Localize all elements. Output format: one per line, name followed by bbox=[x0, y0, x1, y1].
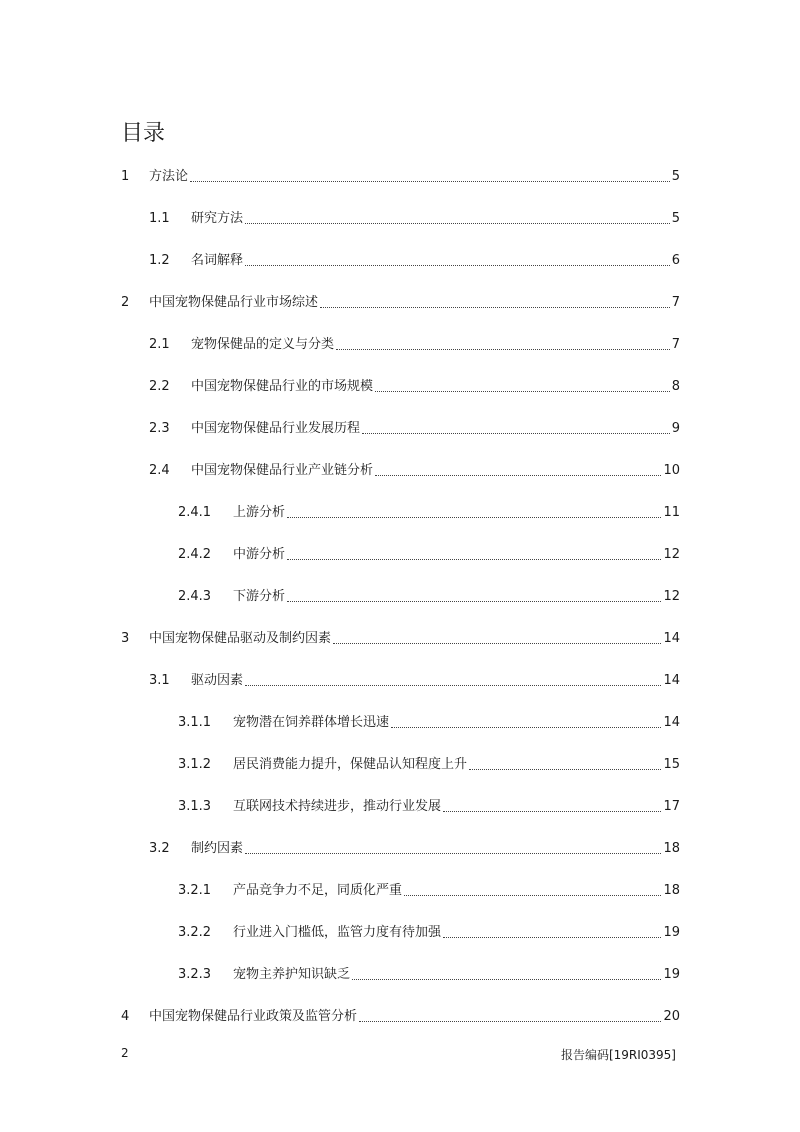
toc-entry-title: 方法论 bbox=[149, 169, 189, 184]
toc-entry-title: 名词解释 bbox=[191, 253, 244, 268]
toc-entry-title: 中国宠物保健品行业市场综述 bbox=[149, 295, 319, 310]
toc-entry[interactable] bbox=[149, 377, 680, 397]
toc-entry-title: 居民消费能力提升，保健品认知程度上升 bbox=[233, 757, 468, 772]
toc-entry-title: 下游分析 bbox=[233, 589, 286, 604]
toc-entry-number: 3.1.2 bbox=[178, 757, 212, 772]
toc-dot-leader bbox=[245, 853, 661, 854]
toc-dot-leader bbox=[443, 811, 661, 812]
toc-entry[interactable] bbox=[149, 419, 680, 439]
toc-dot-leader bbox=[245, 265, 670, 266]
toc-entry[interactable] bbox=[178, 923, 680, 943]
toc-entry-number: 1.2 bbox=[149, 253, 170, 268]
toc-dot-leader bbox=[359, 1021, 661, 1022]
toc-entry-title: 宠物主养护知识缺乏 bbox=[233, 967, 351, 982]
toc-entry-page: 12 bbox=[663, 589, 680, 604]
toc-entry[interactable] bbox=[178, 713, 680, 733]
toc-entry-title: 驱动因素 bbox=[191, 673, 244, 688]
toc-dot-leader bbox=[352, 979, 661, 980]
toc-entry[interactable] bbox=[149, 335, 680, 355]
toc-entry-page: 14 bbox=[663, 673, 680, 688]
toc-entry-number: 2.4.3 bbox=[178, 589, 212, 604]
toc-dot-leader bbox=[190, 181, 670, 182]
toc-entry-number: 3.2.1 bbox=[178, 883, 212, 898]
toc-dot-leader bbox=[245, 685, 661, 686]
toc-entry-title: 互联网技术持续进步，推动行业发展 bbox=[233, 799, 442, 814]
toc-entry-number: 2 bbox=[121, 295, 130, 310]
toc-entry-page: 19 bbox=[663, 967, 680, 982]
toc-dot-leader bbox=[391, 727, 661, 728]
toc-entry-number: 3.1.3 bbox=[178, 799, 212, 814]
toc-entry-number: 2.3 bbox=[149, 421, 170, 436]
toc-entry-page: 14 bbox=[663, 631, 680, 646]
toc-dot-leader bbox=[333, 643, 661, 644]
toc-entry[interactable] bbox=[149, 839, 680, 859]
toc-entry-title: 行业进入门槛低，监管力度有待加强 bbox=[233, 925, 442, 940]
toc-entry-number: 3.2 bbox=[149, 841, 170, 856]
toc-entry[interactable] bbox=[178, 755, 680, 775]
toc-entry[interactable] bbox=[121, 293, 680, 313]
toc-entry-title: 产品竞争力不足，同质化严重 bbox=[233, 883, 403, 898]
toc-entry-number: 2.4.1 bbox=[178, 505, 212, 520]
toc-entry-title: 宠物保健品的定义与分类 bbox=[191, 337, 335, 352]
toc-entry-number: 4 bbox=[121, 1009, 130, 1024]
toc-entry[interactable] bbox=[178, 965, 680, 985]
toc-entry-page: 10 bbox=[663, 463, 680, 478]
footer-report-code: 报告编码[19RI0395] bbox=[560, 1048, 676, 1062]
toc-entry-title: 中国宠物保健品行业的市场规模 bbox=[191, 379, 374, 394]
toc-entry-page: 5 bbox=[671, 169, 680, 184]
toc-entry[interactable] bbox=[178, 503, 680, 523]
toc-entry-title: 宠物潜在饲养群体增长迅速 bbox=[233, 715, 390, 730]
toc-entry-number: 1.1 bbox=[149, 211, 170, 226]
toc-entry[interactable] bbox=[178, 881, 680, 901]
toc-entry-page: 7 bbox=[671, 295, 680, 310]
toc-entry-page: 15 bbox=[663, 757, 680, 772]
toc-entry[interactable] bbox=[178, 545, 680, 565]
toc-entry-title: 制约因素 bbox=[191, 841, 244, 856]
toc-entry-number: 2.2 bbox=[149, 379, 170, 394]
toc-entry-page: 14 bbox=[663, 715, 680, 730]
toc-entry-title: 上游分析 bbox=[233, 505, 286, 520]
toc-entry-number: 1 bbox=[121, 169, 130, 184]
toc-entry[interactable] bbox=[178, 587, 680, 607]
toc-entry-title: 中国宠物保健品行业发展历程 bbox=[191, 421, 361, 436]
toc-entry-page: 5 bbox=[671, 211, 680, 226]
toc-dot-leader bbox=[320, 307, 670, 308]
toc-entry-page: 8 bbox=[671, 379, 680, 394]
toc-entry-number: 3.1 bbox=[149, 673, 170, 688]
toc-entry[interactable] bbox=[149, 209, 680, 229]
toc-entry-page: 9 bbox=[671, 421, 680, 436]
toc-entry-title: 研究方法 bbox=[191, 211, 244, 226]
toc-entry-page: 6 bbox=[671, 253, 680, 268]
toc-dot-leader bbox=[287, 601, 661, 602]
toc-entry-page: 11 bbox=[663, 505, 680, 520]
toc-entry-title: 中游分析 bbox=[233, 547, 286, 562]
toc-entry[interactable] bbox=[178, 797, 680, 817]
toc-entry[interactable] bbox=[149, 251, 680, 271]
toc-entry-number: 2.4 bbox=[149, 463, 170, 478]
toc-entry-page: 20 bbox=[663, 1009, 680, 1024]
toc-entry-title: 中国宠物保健品驱动及制约因素 bbox=[149, 631, 332, 646]
toc-entry-number: 2.4.2 bbox=[178, 547, 212, 562]
toc-entry-page: 18 bbox=[663, 841, 680, 856]
toc-entry-page: 19 bbox=[663, 925, 680, 940]
toc-entry-number: 3 bbox=[121, 631, 130, 646]
toc-entry-number: 2.1 bbox=[149, 337, 170, 352]
toc-entry[interactable] bbox=[149, 461, 680, 481]
toc-entry-title: 中国宠物保健品行业政策及监管分析 bbox=[149, 1009, 358, 1024]
toc-title: 目录 bbox=[121, 121, 166, 146]
toc-entry-page: 7 bbox=[671, 337, 680, 352]
toc-entry-number: 3.2.3 bbox=[178, 967, 212, 982]
toc-dot-leader bbox=[336, 349, 670, 350]
toc-entry[interactable] bbox=[121, 167, 680, 187]
toc-entry[interactable] bbox=[121, 629, 680, 649]
toc-dot-leader bbox=[362, 433, 670, 434]
toc-entry-page: 18 bbox=[663, 883, 680, 898]
toc-dot-leader bbox=[469, 769, 661, 770]
toc-dot-leader bbox=[287, 517, 661, 518]
toc-dot-leader bbox=[375, 391, 670, 392]
toc-entry-title: 中国宠物保健品行业产业链分析 bbox=[191, 463, 374, 478]
footer-page-number: 2 bbox=[121, 1046, 129, 1060]
toc-dot-leader bbox=[443, 937, 661, 938]
toc-entry-page: 12 bbox=[663, 547, 680, 562]
toc-entry[interactable] bbox=[149, 671, 680, 691]
toc-dot-leader bbox=[287, 559, 661, 560]
toc-dot-leader bbox=[245, 223, 670, 224]
toc-dot-leader bbox=[404, 895, 661, 896]
toc-entry-page: 17 bbox=[663, 799, 680, 814]
toc-entry-number: 3.1.1 bbox=[178, 715, 212, 730]
toc-dot-leader bbox=[375, 475, 661, 476]
toc-entry-number: 3.2.2 bbox=[178, 925, 212, 940]
toc-entry[interactable] bbox=[121, 1007, 680, 1027]
